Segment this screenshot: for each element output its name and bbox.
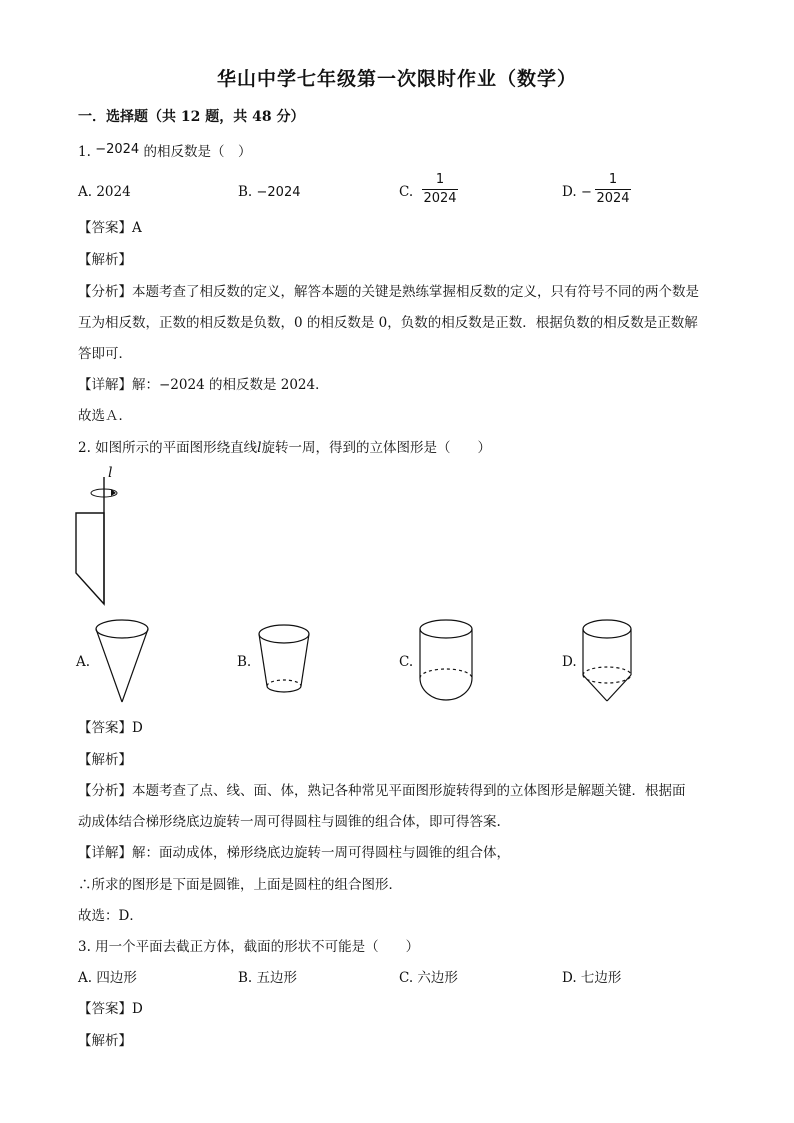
q1-conclusion: 故选Ａ． [78, 408, 132, 424]
q3-option-d: D. 七边形 [562, 970, 622, 986]
q1-option-a: A. 2024 [78, 184, 131, 200]
q2-stem-b: 旋转一周，得到的立体图形是（ ） [261, 440, 491, 456]
q2-option-c-label: C. [399, 654, 414, 670]
q1-option-d-label [562, 182, 592, 203]
q2-option-a-label: A. [76, 654, 91, 670]
q1-number: 1. [78, 144, 91, 160]
q3-option-b: B. 五边形 [238, 970, 298, 986]
q3-stem: 3. 用一个平面去截正方体，截面的形状不可能是（ ） [78, 939, 420, 955]
q1-option-d-fraction [595, 172, 631, 207]
q1-stem-text: 的相反数是（ ） [143, 144, 252, 160]
q1-analysis-heading: 【解析】 [78, 252, 132, 268]
section-heading: 一．选择题（共 12 题，共 48 分） [78, 109, 305, 125]
q1-option-b [238, 182, 301, 203]
q2-stem [78, 438, 491, 458]
q2-option-b-frustum [254, 620, 314, 700]
q1-stem [78, 142, 251, 163]
q3-option-c: C. 六边形 [399, 970, 458, 986]
q2-option-b-label: B. [237, 654, 252, 670]
q2-trapezoid-figure [70, 465, 130, 605]
q2-detail: 【详解】解：面动成体，梯形绕底边旋转一周可得圆柱与圆锥的组合体， [78, 845, 510, 861]
q3-answer: 【答案】D [78, 1001, 143, 1017]
q1-option-d-numerator: 1 [608, 172, 618, 187]
fraction-bar [422, 189, 458, 190]
q2-option-d-label: D. [562, 654, 577, 670]
q1-option-c-label: C. [399, 184, 414, 200]
q1-detail: 【详解】解：−2024 的相反数是 2024． [78, 377, 329, 393]
q2-stem-l: l [257, 440, 262, 456]
q2-answer: 【答案】D [78, 720, 143, 736]
q1-analysis-line-2: 互为相反数，正数的相反数是负数，0 的相反数是 0，负数的相反数是正数．根据负数的相反数是正数解 [78, 315, 698, 331]
page-title: 华山中学七年级第一次限时作业（数学） [216, 68, 577, 90]
q2-conclusion: 故选：D． [78, 908, 143, 924]
fraction-bar [595, 189, 631, 190]
q2-option-d-cylinder-cone [580, 615, 640, 705]
q1-option-b-label: B. [238, 184, 253, 200]
q1-option-b-value: −2024 [256, 185, 301, 200]
q1-option-c-denominator: 2024 [423, 191, 457, 206]
q2-analysis-heading: 【解析】 [78, 752, 132, 768]
q2-option-c-cylinder-hemisphere [416, 615, 476, 705]
q1-expression: −2024 [95, 142, 140, 157]
q1-option-c-fraction [422, 172, 458, 207]
q2-axis-label: l [108, 465, 113, 481]
q1-option-d-denominator: 2024 [596, 191, 630, 206]
q1-option-d-sign: − [580, 185, 592, 200]
q1-option-c-numerator: 1 [435, 172, 445, 187]
q1-analysis-line-1: 【分析】本题考查了相反数的定义，解答本题的关键是熟练掌握相反数的定义，只有符号不同的两个数是 [78, 284, 699, 300]
q2-analysis-line-2: 动成体结合梯形绕底边旋转一周可得圆柱与圆锥的组合体，即可得答案. [78, 814, 501, 830]
q1-answer: 【答案】A [78, 220, 142, 236]
q2-analysis-line-1: 【分析】本题考查了点、线、面、体，熟记各种常见平面图形旋转得到的立体图形是解题关键．根据面 [78, 783, 686, 799]
q2-therefore: ∴所求的图形是下面是圆锥，上面是圆柱的组合图形． [78, 877, 402, 893]
q3-analysis-heading: 【解析】 [78, 1033, 132, 1049]
q1-analysis-line-3: 答即可． [78, 346, 132, 362]
q1-option-d-letter: D. [562, 184, 577, 200]
q2-option-a-cone [92, 615, 152, 705]
q2-stem-a: 2. 如图所示的平面图形绕直线 [78, 440, 258, 456]
q3-option-a: A. 四边形 [78, 970, 137, 986]
